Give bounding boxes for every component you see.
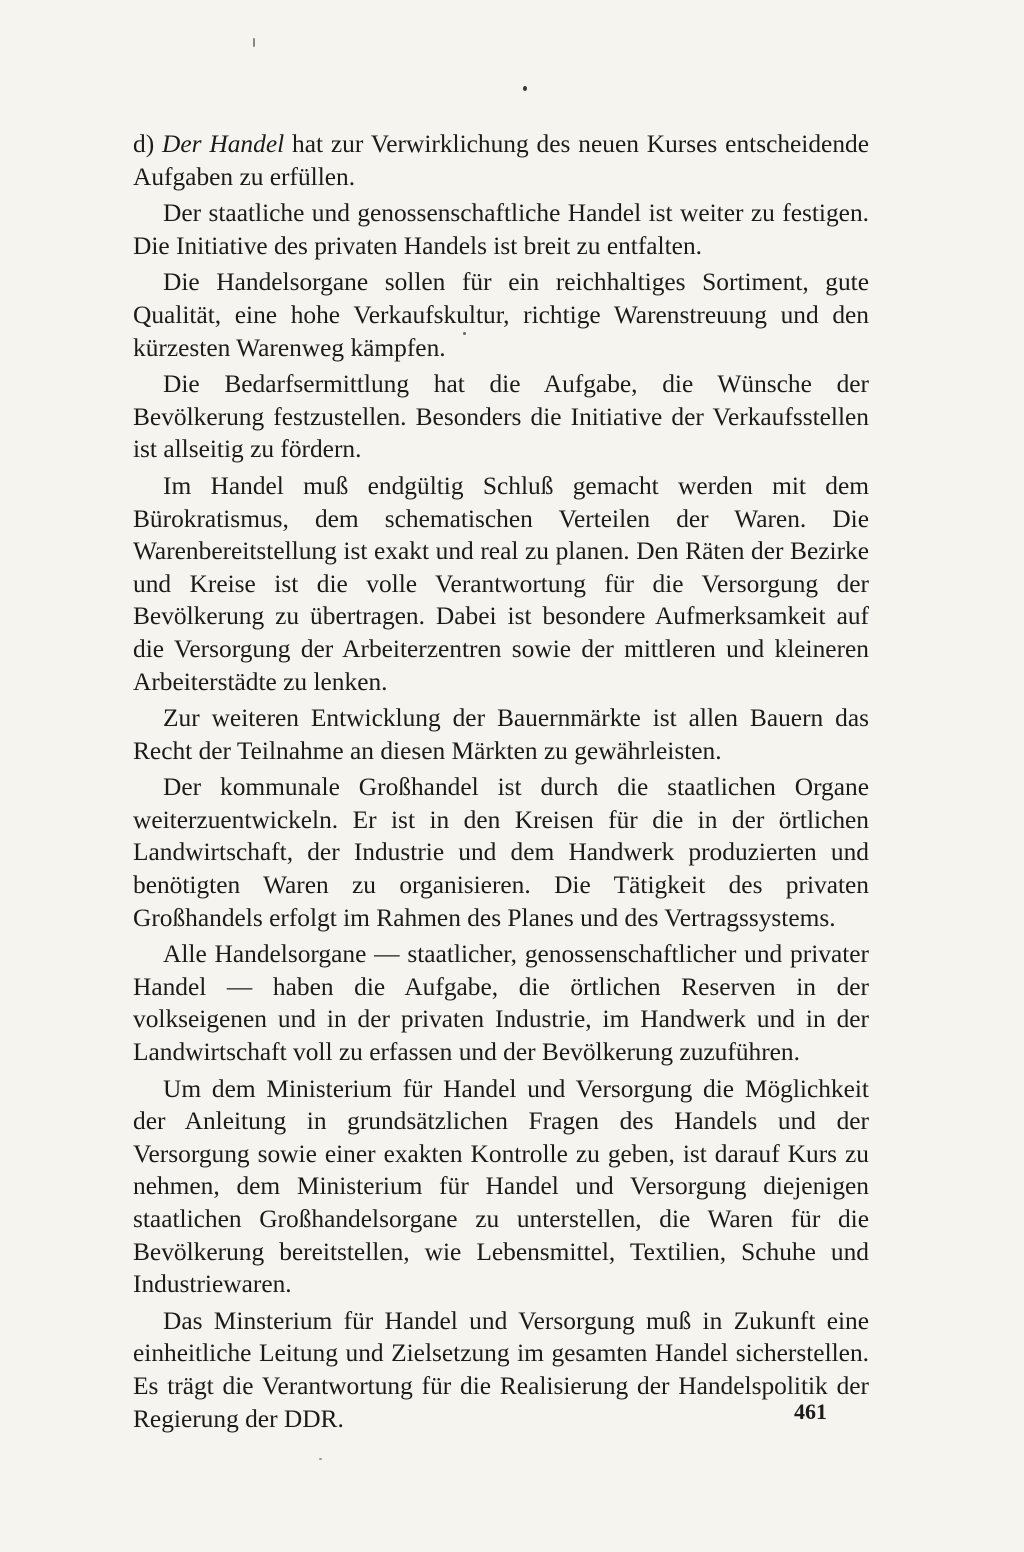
scan-speck — [319, 1458, 322, 1460]
paragraph-10: Das Minsterium für Handel und Versorgung muß in Zukunft eine einheitliche Leitung und Zielsetzung im gesamten Handel sicherstellen. Es trägt die Verantwortung für die Realisierung der Handelspolitik der Regierung der DDR. — [133, 1306, 869, 1433]
page-number: 461 — [794, 1399, 827, 1424]
scan-speck — [253, 38, 255, 47]
paragraph-9: Um dem Ministerium für Handel und Versorgung die Möglichkeit der Anleitung in grundsätzlichen Fragen des Handels und der Versorgung sowie einer exakten Kontrolle zu geben, ist darauf Kurs zu nehmen, dem Ministerium für Handel und Versorgung diejenigen staatlichen Großhandelsorgane zu unterstellen, die Waren für die Bevölkerung bereitstellen, wie Lebensmittel, Textilien, Schuhe und Industriewaren. — [133, 1074, 869, 1299]
body-text — [133, 128, 869, 1439]
section-heading-emphasis: Der Handel — [162, 130, 285, 158]
scan-speck — [523, 86, 527, 91]
paragraph-8: Alle Handelsorgane — staatlicher, genossenschaftlicher und privater Handel — haben die Aufgabe, die örtlichen Reserven in der volkseigenen und in der privaten Industrie, im Handwerk und in der Landwirtschaft voll zu erfassen und der Bevölkerung zuzuführen. — [133, 940, 869, 1067]
paragraph-7: Der kommunale Großhandel ist durch die staatlichen Organe weiterzuentwickeln. Er ist in den Kreisen für die in der örtlichen Landwirtschaft, der Industrie und dem Handwerk produzierten und benötigten Waren zu organisieren. Die Tätigkeit des privaten Großhandels erfolgt im Rahmen des Planes und des Vertragssystems. — [133, 773, 869, 932]
paragraph-text: hat zur Verwirklichung des neuen Kurses entscheidende Aufgaben zu erfüllen. — [133, 130, 869, 191]
paragraph-3: Die Handelsorgane sollen für ein reichhaltiges Sortiment, gute Qualität, eine hohe Verkaufskultur, richtige Warenstreuung und den kürzesten Warenweg kämpfen. — [133, 268, 869, 362]
paragraph-1 — [133, 128, 869, 193]
paragraph-6: Zur weiteren Entwicklung der Bauernmärkte ist allen Bauern das Recht der Teilnahme an diesen Märkten zu gewährleisten. — [133, 704, 869, 765]
paragraph-2: Der staatliche und genossenschaftliche Handel ist weiter zu festigen. Die Initiative des privaten Handels ist breit zu entfalten. — [133, 199, 869, 260]
paragraph-4: Die Bedarfsermittlung hat die Aufgabe, die Wünsche der Bevölkerung festzustellen. Besonders die Initiative der Verkaufsstellen ist allseitig zu fördern. — [133, 370, 869, 464]
section-marker: d) — [133, 130, 163, 158]
paragraph-5: Im Handel muß endgültig Schluß gemacht werden mit dem Bürokratismus, dem schematischen Verteilen der Waren. Die Warenbereitstellung ist exakt und real zu planen. Den Räten der Bezirke und Kreise ist die volle Verantwortung für die Versorgung der Bevölkerung zu übertragen. Dabei ist besondere Aufmerksamkeit auf die Versorgung der Arbeiterzentren sowie der mittleren und kleineren Arbeiterstädte zu lenken. — [133, 471, 869, 696]
